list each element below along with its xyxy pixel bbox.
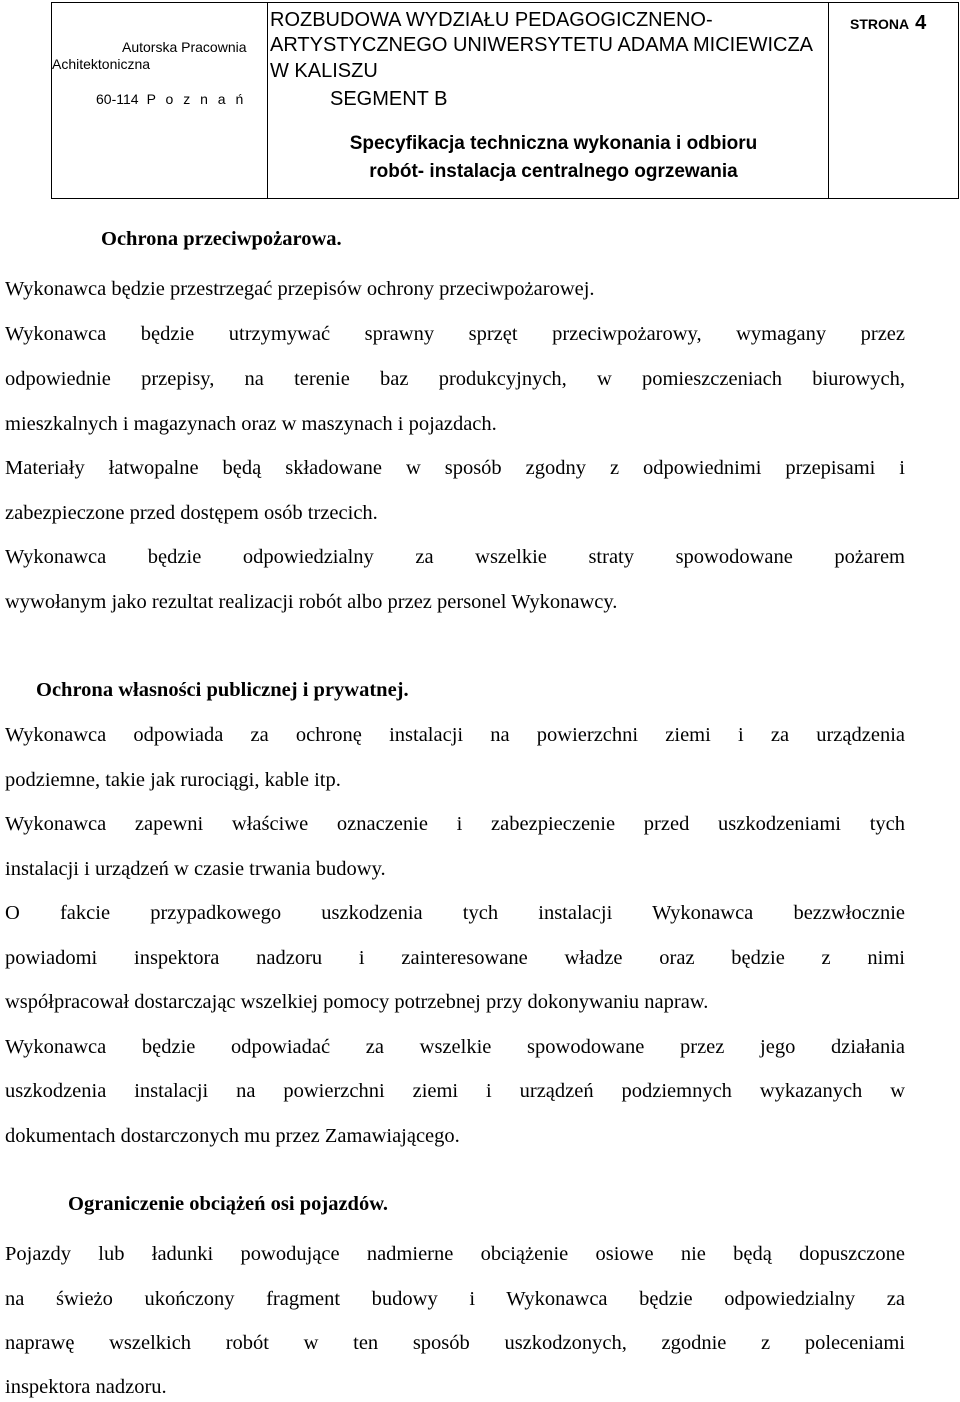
paragraph-line: naprawę wszelkich robót w ten sposób uszkodzonych, zgodnie z poleceniami <box>5 1332 905 1354</box>
paragraph-line: zabezpieczone przed dostępem osób trzecich. <box>5 502 378 524</box>
page-indicator <box>850 12 926 35</box>
project-segment: SEGMENT B <box>330 88 448 110</box>
spec-title-line-2: robót- instalacja centralnego ogrzewania <box>369 161 738 182</box>
spec-title-line-1: Specyfikacja techniczna wykonania i odbioru <box>349 133 758 154</box>
paragraph-line: O fakcie przypadkowego uszkodzenia tych instalacji Wykonawca bezzwłocznie <box>5 902 905 924</box>
page-number: 4 <box>915 12 927 34</box>
paragraph-line: Wykonawca będzie odpowiedzialny za wszelkie straty spowodowane pożarem <box>5 546 905 568</box>
header-firm-cell <box>52 3 268 198</box>
firm-type: Achitektoniczna <box>52 56 151 72</box>
paragraph-line: Wykonawca będzie utrzymywać sprawny sprzęt przeciwpożarowy, wymagany przez <box>5 323 905 345</box>
project-title-line-3: W KALISZU <box>270 60 378 82</box>
heading-axle-load-limit: Ograniczenie obciążeń osi pojazdów. <box>68 1193 389 1215</box>
header-title-cell <box>267 3 829 198</box>
paragraph-line: podziemne, takie jak rurociągi, kable itp. <box>5 769 341 791</box>
paragraph-line: Wykonawca odpowiada za ochronę instalacji na powierzchni ziemi i za urządzenia <box>5 724 905 746</box>
page-label: STRONA <box>850 16 910 32</box>
project-title-line-1: ROZBUDOWA WYDZIAŁU PEDAGOGICZNENO- <box>270 9 713 31</box>
paragraph-line: instalacji i urządzeń w czasie trwania budowy. <box>5 858 386 880</box>
paragraph-line: wywołanym jako rezultat realizacji robót albo przez personel Wykonawcy. <box>5 591 618 613</box>
paragraph-line: Pojazdy lub ładunki powodujące nadmierne obciążenie osiowe nie będą dopuszczone <box>5 1243 905 1265</box>
heading-fire-protection: Ochrona przeciwpożarowa. <box>101 228 342 250</box>
header-page-cell <box>828 3 958 198</box>
paragraph-line: odpowiednie przepisy, na terenie baz produkcyjnych, w pomieszczeniach biurowych, <box>5 368 905 390</box>
paragraph-line: mieszkalnych i magazynach oraz w maszynach i pojazdach. <box>5 413 497 435</box>
paragraph-line: Wykonawca zapewni właściwe oznaczenie i zabezpieczenie przed uszkodzeniami tych <box>5 813 905 835</box>
paragraph-line: Materiały łatwopalne będą składowane w sposób zgodny z odpowiednimi przepisami i <box>5 457 905 479</box>
paragraph-line: inspektora nadzoru. <box>5 1376 167 1398</box>
paragraph-line: dokumentach dostarczonych mu przez Zamawiającego. <box>5 1125 460 1147</box>
paragraph-line: uszkodzenia instalacji na powierzchni ziemi i urządzeń podziemnych wykazanych w <box>5 1080 905 1102</box>
document-header <box>51 2 959 199</box>
firm-address <box>96 91 246 107</box>
firm-name: Autorska Pracownia <box>122 39 247 55</box>
paragraph-line: Wykonawca będzie odpowiadać za wszelkie spowodowane przez jego działania <box>5 1036 905 1058</box>
paragraph-line: Wykonawca będzie przestrzegać przepisów ochrony przeciwpożarowej. <box>5 278 595 300</box>
paragraph-line: powiadomi inspektora nadzoru i zainteresowane władze oraz będzie z nimi <box>5 947 905 969</box>
heading-property-protection: Ochrona własności publicznej i prywatnej. <box>36 679 409 701</box>
paragraph-line: współpracował dostarczając wszelkiej pomocy potrzebnej przy dokonywaniu napraw. <box>5 991 709 1013</box>
firm-postcode: 60-114 <box>96 91 139 107</box>
firm-city: P o z n a ń <box>146 91 247 107</box>
paragraph-line: na świeżo ukończony fragment budowy i Wykonawca będzie odpowiedzialny za <box>5 1288 905 1310</box>
project-title-line-2: ARTYSTYCZNEGO UNIWERSYTETU ADAMA MICIEWICZA <box>270 34 814 56</box>
